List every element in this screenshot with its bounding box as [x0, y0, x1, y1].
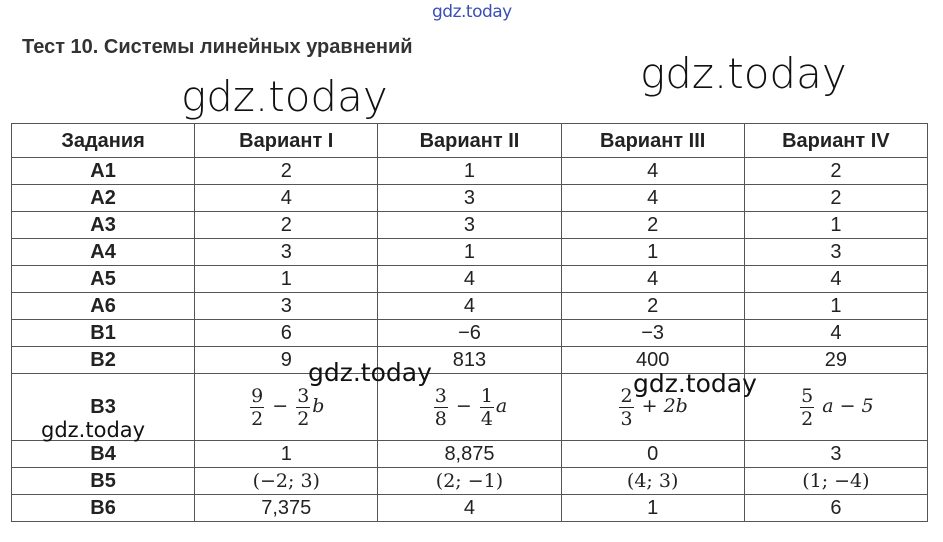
denominator: 4 [480, 407, 493, 430]
answer-cell: (1; −4) [744, 468, 927, 495]
watermark-mid-left: gdz.today [308, 358, 432, 387]
answer-cell: 3 [378, 212, 561, 239]
answer-cell: 4 [378, 266, 561, 293]
table-row [12, 468, 928, 495]
task-label: B6 [12, 495, 195, 522]
answer-cell: 813 [378, 347, 561, 374]
answer-cell: 1 [561, 495, 744, 522]
numerator: 3 [297, 384, 310, 407]
task-label: A5 [12, 266, 195, 293]
watermark-big-left: gdz.today [181, 72, 388, 121]
fraction-expression [798, 384, 874, 430]
header-variant-3: Вариант III [561, 124, 744, 158]
answer-cell: 29 [744, 347, 927, 374]
denominator: 2 [251, 407, 264, 430]
answer-cell: 1 [561, 239, 744, 266]
answer-cell: 2 [195, 158, 378, 185]
answer-cell: 4 [744, 320, 927, 347]
answer-cell: 7,375 [195, 495, 378, 522]
fraction [296, 385, 310, 430]
answer-cell: 4 [561, 158, 744, 185]
table-row [12, 347, 928, 374]
table-row [12, 239, 928, 266]
answer-cell: −3 [561, 320, 744, 347]
numerator: 1 [480, 384, 493, 407]
denominator: 2 [297, 407, 310, 430]
answer-cell: 1 [195, 266, 378, 293]
task-label: B4 [12, 441, 195, 468]
header-variant-1: Вариант I [195, 124, 378, 158]
numerator: 5 [801, 384, 814, 407]
answer-cell: −6 [378, 320, 561, 347]
task-label: A1 [12, 158, 195, 185]
watermark-mid-right: gdz.today [633, 369, 757, 398]
table-row [12, 293, 928, 320]
task-label: A6 [12, 293, 195, 320]
answer-cell: 6 [744, 495, 927, 522]
expression-tail: a − 5 [822, 395, 874, 417]
answer-cell: 1 [378, 158, 561, 185]
answer-cell: 8,875 [378, 441, 561, 468]
table-row [12, 185, 928, 212]
table-row [12, 320, 928, 347]
variable: b [312, 395, 325, 417]
header-variant-2: Вариант II [378, 124, 561, 158]
answer-cell [744, 374, 927, 441]
answer-cell: 0 [561, 441, 744, 468]
answer-cell: (2; −1) [378, 468, 561, 495]
header-tasks: Задания [12, 124, 195, 158]
fraction [800, 385, 814, 430]
operator: − [272, 395, 289, 417]
denominator: 2 [801, 407, 814, 430]
answer-cell: 2 [195, 212, 378, 239]
watermark-top: gdz.today [432, 2, 512, 22]
fraction [250, 385, 264, 430]
task-label: A2 [12, 185, 195, 212]
table-header-row [12, 124, 928, 158]
task-label: A4 [12, 239, 195, 266]
variable: a [495, 395, 508, 417]
numerator: 9 [251, 384, 264, 407]
fraction [434, 385, 448, 430]
answer-cell: 4 [378, 495, 561, 522]
operator: − [455, 395, 472, 417]
answer-cell: 2 [744, 185, 927, 212]
task-label: B5 [12, 468, 195, 495]
answers-table [11, 123, 928, 522]
table-row [12, 266, 928, 293]
answer-cell: 2 [561, 212, 744, 239]
denominator: 3 [620, 407, 633, 430]
answer-cell: 3 [195, 239, 378, 266]
fraction-expression [617, 384, 688, 430]
numerator: 3 [434, 384, 447, 407]
answer-cell: 3 [744, 239, 927, 266]
fraction-expression [248, 384, 325, 430]
task-label: B2 [12, 347, 195, 374]
answer-cell: 1 [195, 441, 378, 468]
answer-cell: 2 [561, 293, 744, 320]
answer-cell: 4 [561, 185, 744, 212]
table-row [12, 212, 928, 239]
numerator: 2 [620, 384, 633, 407]
answer-cell: 6 [195, 320, 378, 347]
answer-cell: 1 [378, 239, 561, 266]
table-row [12, 495, 928, 522]
task-label: A3 [12, 212, 195, 239]
watermark-big-right: gdz.today [640, 49, 847, 98]
answer-cell: 1 [744, 212, 927, 239]
header-variant-4: Вариант IV [744, 124, 927, 158]
answer-cell: 4 [195, 185, 378, 212]
answer-cell: 4 [378, 293, 561, 320]
answer-cell: 4 [744, 266, 927, 293]
fraction [619, 385, 633, 430]
watermark-small-left: gdz.today [41, 418, 146, 442]
page-title: Тест 10. Системы линейных уравнений [22, 36, 413, 58]
expression-tail: + 2b [641, 395, 688, 417]
answer-cell: 3 [744, 441, 927, 468]
table-row [12, 158, 928, 185]
denominator: 8 [434, 407, 447, 430]
answer-cell: (−2; 3) [195, 468, 378, 495]
answer-cell: 3 [378, 185, 561, 212]
answer-cell: (4; 3) [561, 468, 744, 495]
answer-cell: 1 [744, 293, 927, 320]
answer-cell: 3 [195, 293, 378, 320]
answer-cell: 2 [744, 158, 927, 185]
answer-cell: 400 [561, 347, 744, 374]
answer-cell: 9 [195, 347, 378, 374]
task-label: B3 [12, 374, 195, 441]
answer-cell: 4 [561, 266, 744, 293]
table-row [12, 441, 928, 468]
fraction [480, 385, 494, 430]
task-label: B1 [12, 320, 195, 347]
table-row [12, 374, 928, 441]
fraction-expression [432, 384, 508, 430]
